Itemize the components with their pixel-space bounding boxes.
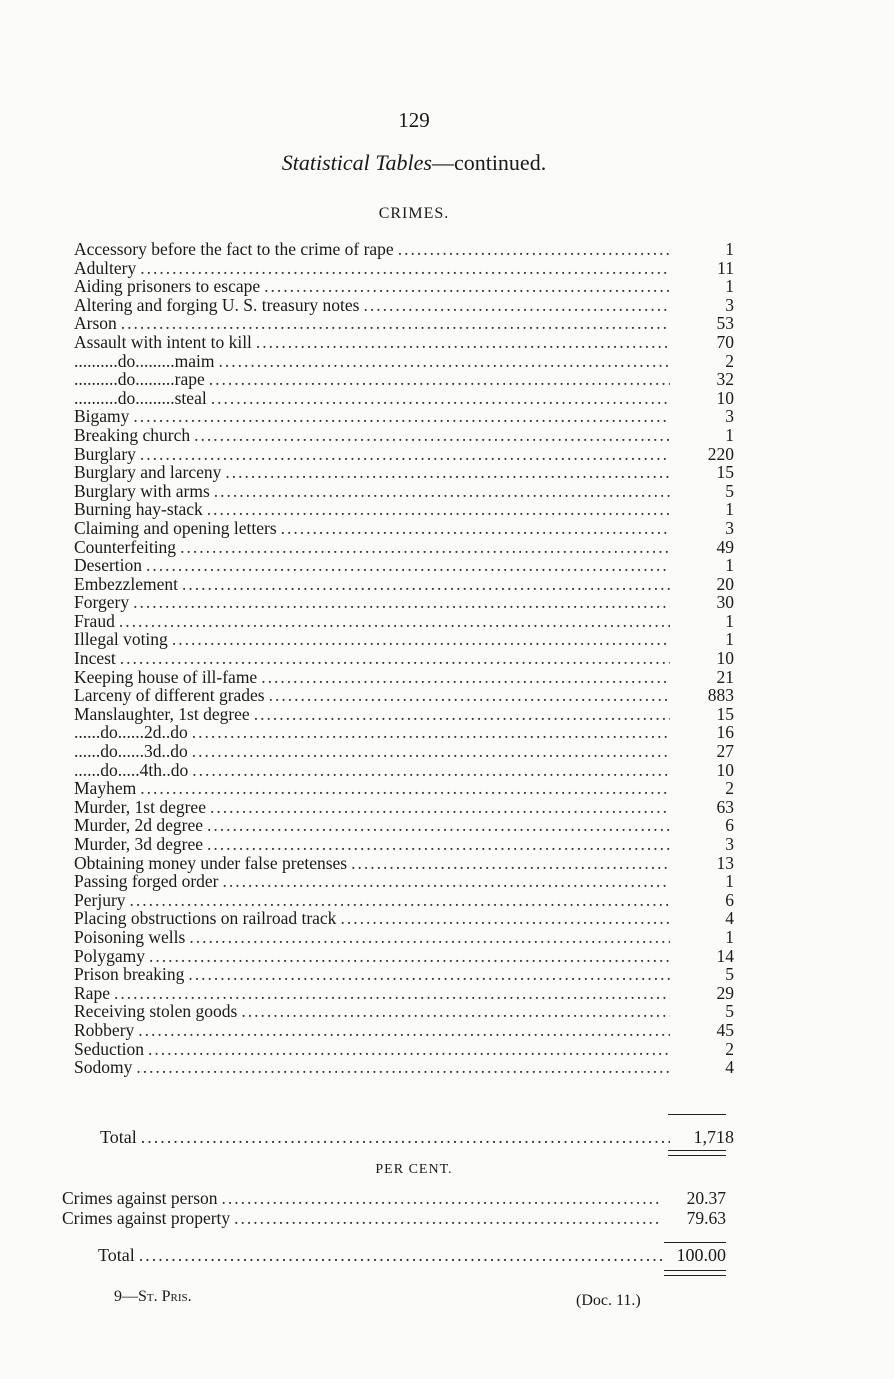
row-label: Incest [74, 648, 116, 669]
row-label: Perjury [74, 889, 126, 910]
leader-dots [188, 965, 670, 984]
leader-dots [180, 538, 670, 557]
row-value: 5 [725, 1001, 734, 1022]
leader-dots [140, 779, 670, 798]
leader-dots [254, 705, 670, 724]
row-label: Illegal voting [74, 629, 168, 650]
row-label: Sodomy [74, 1057, 133, 1078]
row-value: 1 [725, 871, 734, 892]
row-value: 883 [707, 685, 734, 706]
table-row [74, 519, 734, 538]
row-label: Manslaughter, 1st degree [74, 703, 250, 724]
row-label: Receiving stolen goods [74, 1001, 238, 1022]
leader-dots [363, 296, 670, 315]
total-row [100, 1128, 734, 1147]
row-label: ..........do.........maim [74, 350, 215, 371]
row-label: Desertion [74, 555, 143, 576]
leader-dots [139, 1246, 662, 1265]
table-row [74, 984, 734, 1003]
percent-total-rule-bottom-double [664, 1275, 726, 1276]
total-rule-top [668, 1114, 726, 1115]
row-value: 4 [725, 908, 734, 929]
table-row [74, 1058, 734, 1077]
percent-total-label: Total [98, 1245, 135, 1265]
table-row [74, 482, 734, 501]
total-section [100, 1128, 734, 1147]
leader-dots [214, 482, 670, 501]
leader-dots [189, 928, 670, 947]
table-row [74, 407, 734, 426]
table-row [74, 314, 734, 333]
footer-signature: 9—St. Pris. [114, 1288, 192, 1305]
row-label: Placing obstructions on railroad track [74, 908, 337, 929]
table-row [74, 352, 734, 371]
row-value: 5 [725, 480, 734, 501]
leader-dots [148, 1040, 670, 1059]
section-title: CRIMES. [378, 205, 450, 222]
row-value: 15 [716, 703, 734, 724]
leader-dots [119, 612, 670, 631]
table-row [74, 1040, 734, 1059]
table-row [74, 389, 734, 408]
table-row [74, 556, 734, 575]
row-label: Embezzlement [74, 573, 178, 594]
row-label: Crimes against person [62, 1188, 218, 1208]
leader-dots [207, 500, 670, 519]
table-row [74, 686, 734, 705]
percent-total-row [98, 1246, 726, 1265]
percent-total-rule-bottom [664, 1270, 726, 1271]
row-label: Bigamy [74, 406, 130, 427]
page-heading [0, 150, 828, 176]
leader-dots [114, 984, 670, 1003]
row-value: 10 [716, 387, 734, 408]
row-value: 220 [707, 443, 734, 464]
row-value: 30 [716, 592, 734, 613]
row-label: ......do......3d..do [74, 741, 188, 762]
table-row [74, 426, 734, 445]
leader-dots [223, 872, 670, 891]
row-value: 4 [725, 1057, 734, 1078]
leader-dots [138, 1021, 670, 1040]
table-row [74, 909, 734, 928]
leader-dots [209, 370, 670, 389]
row-value: 1 [725, 239, 734, 259]
leader-dots [207, 835, 670, 854]
percent-total-rule-top [664, 1242, 726, 1243]
row-value: 1 [725, 629, 734, 650]
table-row [74, 333, 734, 352]
table-row [74, 872, 734, 891]
row-value: 14 [716, 945, 734, 966]
row-label: Poisoning wells [74, 926, 186, 947]
row-label: Burglary and larceny [74, 462, 222, 483]
leader-dots [133, 593, 670, 612]
row-label: Obtaining money under false pretenses [74, 852, 348, 873]
leader-dots [398, 240, 670, 259]
table-row [74, 277, 734, 296]
table-row [74, 854, 734, 873]
table-row [74, 928, 734, 947]
row-label: Aiding prisoners to escape [74, 276, 261, 297]
leader-dots [256, 333, 670, 352]
row-label: Rape [74, 982, 110, 1003]
leader-dots [133, 407, 670, 426]
table-row [74, 370, 734, 389]
leader-dots [140, 259, 670, 278]
row-value: 79.63 [686, 1208, 726, 1228]
row-value: 27 [716, 741, 734, 762]
percent-total-value: 100.00 [676, 1245, 726, 1265]
row-value: 16 [716, 722, 734, 743]
leader-dots [351, 854, 670, 873]
table-row [74, 965, 734, 984]
leader-dots [210, 798, 670, 817]
table-row [74, 1002, 734, 1021]
row-label: Keeping house of ill-fame [74, 666, 258, 687]
table-row [74, 259, 734, 278]
table-row [74, 538, 734, 557]
leader-dots [141, 1128, 670, 1147]
row-value: 29 [716, 982, 734, 1003]
table-row [74, 705, 734, 724]
table-row [74, 575, 734, 594]
table-row [74, 500, 734, 519]
row-value: 1 [725, 424, 734, 445]
row-value: 1 [725, 610, 734, 631]
table-row [62, 1188, 726, 1208]
row-value: 20 [716, 573, 734, 594]
row-value: 3 [725, 406, 734, 427]
total-value: 1,718 [693, 1127, 734, 1147]
percent-title: PER CENT. [375, 1162, 453, 1177]
table-row [74, 723, 734, 742]
crimes-table [74, 240, 734, 1077]
row-label: Claiming and opening letters [74, 517, 277, 538]
table-row [62, 1208, 726, 1228]
row-label: Burglary [74, 443, 136, 464]
row-label: Murder, 3d degree [74, 834, 204, 854]
total-label: Total [100, 1127, 137, 1147]
heading-rest: —continued. [431, 150, 547, 175]
leader-dots [264, 277, 670, 296]
leader-dots [149, 947, 670, 966]
leader-dots [225, 463, 670, 482]
table-row [74, 463, 734, 482]
row-value: 2 [725, 778, 734, 799]
row-label: Polygamy [74, 945, 145, 966]
table-row [74, 1021, 734, 1040]
leader-dots [121, 314, 670, 333]
row-label: Breaking church [74, 424, 191, 445]
row-value: 3 [725, 517, 734, 538]
leader-dots [211, 389, 670, 408]
row-value: 1 [725, 276, 734, 297]
leader-dots [241, 1002, 670, 1021]
row-label: Altering and forging U. S. treasury notes [74, 294, 360, 315]
row-value: 15 [716, 462, 734, 483]
table-row [74, 835, 734, 854]
row-label: Murder, 2d degree [74, 815, 204, 836]
leader-dots [218, 352, 670, 371]
percent-table [62, 1188, 726, 1228]
leader-dots [120, 649, 670, 668]
table-row [74, 891, 734, 910]
row-label: Assault with intent to kill [74, 331, 252, 352]
row-label: Robbery [74, 1019, 135, 1040]
row-label: Mayhem [74, 778, 137, 799]
row-value: 20.37 [686, 1188, 726, 1208]
percent-total-section [98, 1246, 726, 1265]
row-value: 13 [716, 852, 734, 873]
leader-dots [261, 668, 670, 687]
row-value: 63 [716, 796, 734, 817]
row-value: 1 [725, 499, 734, 520]
leader-dots [130, 891, 670, 910]
leader-dots [182, 575, 670, 594]
table-row [74, 630, 734, 649]
row-value: 53 [716, 313, 734, 334]
row-value: 32 [716, 369, 734, 390]
row-label: Prison breaking [74, 964, 185, 985]
row-label: Burning hay-stack [74, 499, 203, 520]
table-row [74, 593, 734, 612]
row-label: Adultery [74, 257, 137, 278]
leader-dots [146, 556, 670, 575]
row-label: Passing forged order [74, 871, 219, 892]
row-value: 1 [725, 926, 734, 947]
leader-dots [194, 426, 670, 445]
heading-italic: Statistical Tables [281, 150, 432, 175]
table-row [74, 779, 734, 798]
row-label: Larceny of different grades [74, 685, 265, 706]
table-row [74, 947, 734, 966]
row-value: 70 [716, 331, 734, 352]
row-label: Arson [74, 313, 117, 334]
leader-dots [222, 1188, 662, 1208]
table-row [74, 668, 734, 687]
row-value: 1 [725, 555, 734, 576]
table-row [74, 816, 734, 835]
leader-dots [281, 519, 670, 538]
table-row [74, 612, 734, 631]
row-value: 6 [725, 815, 734, 836]
leader-dots [340, 909, 670, 928]
row-label: Murder, 1st degree [74, 796, 206, 817]
total-rule-bottom [668, 1150, 726, 1151]
row-value: 21 [716, 666, 734, 687]
row-label: Counterfeiting [74, 536, 177, 557]
leader-dots [207, 816, 670, 835]
row-value: 11 [717, 257, 734, 278]
row-value: 3 [725, 834, 734, 854]
total-rule-bottom-double [668, 1155, 726, 1156]
leader-dots [140, 445, 670, 464]
row-label: ......do......2d..do [74, 722, 188, 743]
row-label: Accessory before the fact to the crime of rape [74, 239, 394, 259]
row-label: Fraud [74, 610, 115, 631]
row-value: 3 [725, 294, 734, 315]
row-value: 10 [716, 648, 734, 669]
leader-dots [192, 723, 670, 742]
table-row [74, 240, 734, 259]
row-value: 49 [716, 536, 734, 557]
row-value: 2 [725, 1038, 734, 1059]
leader-dots [269, 686, 670, 705]
footer-doc-number: (Doc. 11.) [576, 1292, 641, 1309]
row-label: Burglary with arms [74, 480, 210, 501]
row-value: 45 [716, 1019, 734, 1040]
page-number: 129 [398, 108, 430, 132]
row-value: 5 [725, 964, 734, 985]
leader-dots [192, 761, 670, 780]
row-value: 6 [725, 889, 734, 910]
leader-dots [172, 630, 670, 649]
leader-dots [136, 1058, 670, 1077]
row-label: ..........do.........rape [74, 369, 205, 390]
row-label: Forgery [74, 592, 130, 613]
table-row [74, 798, 734, 817]
row-label: ......do.....4th..do [74, 759, 189, 780]
table-row [74, 296, 734, 315]
table-row [74, 445, 734, 464]
row-label: ..........do.........steal [74, 387, 207, 408]
table-row [74, 649, 734, 668]
leader-dots [192, 742, 670, 761]
row-label: Seduction [74, 1038, 144, 1059]
row-value: 10 [716, 759, 734, 780]
row-label: Crimes against property [62, 1208, 231, 1228]
table-row [74, 742, 734, 761]
table-row [74, 761, 734, 780]
leader-dots [234, 1208, 662, 1228]
row-value: 2 [725, 350, 734, 371]
